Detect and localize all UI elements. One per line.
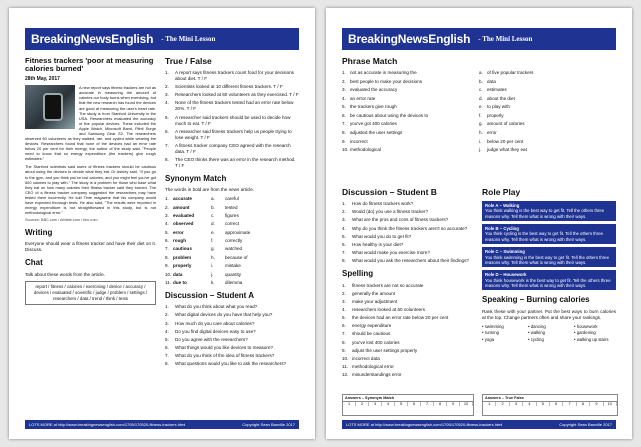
item-text: adjust the user settings properly bbox=[352, 347, 418, 353]
answer-box-title: Answers – Synonym Match bbox=[345, 396, 395, 400]
spelling-item bbox=[342, 372, 473, 378]
phrase-text: incorrect bbox=[350, 138, 368, 144]
left-column bbox=[342, 185, 473, 380]
synonym-match: correctly bbox=[225, 238, 243, 244]
synonym-row bbox=[165, 213, 299, 219]
phrase-end bbox=[479, 104, 616, 110]
phrase-text: evaluated the accuracy bbox=[350, 87, 398, 93]
item-text: What would make you exercise more? bbox=[352, 249, 430, 255]
item-number: 2. bbox=[165, 204, 169, 210]
discussion-question bbox=[342, 258, 473, 264]
discussion-question bbox=[165, 353, 299, 359]
speaking-item: • cycling bbox=[528, 336, 544, 342]
spelling-item bbox=[342, 299, 473, 305]
discussion-question bbox=[342, 242, 473, 248]
role-title: Role A – Walking bbox=[485, 203, 520, 209]
synonym-match: figures bbox=[225, 213, 239, 218]
synonym-heading: Synonym Match bbox=[165, 173, 227, 183]
item-number: 9. bbox=[342, 138, 346, 144]
answer-box-title: Answers – True False bbox=[485, 396, 524, 400]
discussion-a-list bbox=[165, 304, 299, 367]
item-text: energy expenditure bbox=[352, 323, 392, 329]
phrase-text: judge what they eat bbox=[487, 147, 527, 153]
item-number: 10. bbox=[342, 147, 349, 153]
item-number: 8. bbox=[165, 254, 169, 260]
writing-text: Everyone should wear a fitness tracker and have their diet on it. Discuss. bbox=[25, 241, 156, 253]
discussion-question bbox=[165, 304, 299, 310]
synonym-row bbox=[165, 255, 299, 261]
item-number: 6. bbox=[342, 323, 346, 329]
spelling-item bbox=[342, 307, 473, 313]
discussion-question bbox=[342, 201, 473, 207]
speaking-item: • yoga bbox=[482, 336, 495, 342]
item-number: 8. bbox=[342, 339, 346, 345]
synonym-match: tested bbox=[225, 204, 238, 210]
item-text: you've lost 400 calories bbox=[352, 339, 400, 345]
item-number: 3. bbox=[342, 217, 346, 223]
item-number: 7. bbox=[165, 142, 169, 148]
role-card bbox=[482, 224, 616, 244]
item-number: 2. bbox=[342, 290, 346, 296]
phrase-text: about the diet bbox=[487, 95, 515, 101]
left-column bbox=[25, 54, 156, 305]
speaking-item: • walking up stairs bbox=[574, 336, 609, 342]
synonym-word: rough bbox=[173, 238, 187, 244]
spelling-item bbox=[342, 315, 473, 321]
synonym-match: careful bbox=[225, 196, 239, 202]
item-text: incorrect data bbox=[352, 355, 380, 361]
item-number: 6. bbox=[165, 238, 169, 244]
discussion-b-list bbox=[342, 201, 473, 264]
role-text: You think housework is the best way to get fit. Tell the others three reasons why. Tell them what is wrong with their ways. bbox=[485, 277, 611, 288]
speaking-heading: Speaking – Burning calories bbox=[482, 295, 590, 305]
item-number: 6. bbox=[165, 128, 169, 134]
true-false-item bbox=[165, 157, 299, 169]
item-number: 7. bbox=[342, 121, 346, 127]
synonym-letter: h. bbox=[211, 254, 215, 260]
spelling-item bbox=[342, 291, 473, 297]
discussion-question bbox=[342, 250, 473, 256]
discussion-question bbox=[342, 217, 473, 223]
synonym-word: properly bbox=[173, 263, 192, 269]
synonym-row bbox=[165, 263, 299, 269]
item-text: Researchers looked at 60 volunteers as they exercised. T / F bbox=[175, 92, 299, 98]
synonym-letter: c. bbox=[211, 213, 215, 218]
synonym-word: problem bbox=[173, 254, 192, 260]
item-number: 1. bbox=[165, 70, 169, 76]
item-number: 2. bbox=[165, 84, 169, 90]
role-card bbox=[482, 201, 616, 221]
lesson-subtitle: - The Mini Lesson bbox=[161, 35, 216, 43]
item-number: 4. bbox=[165, 328, 169, 334]
item-text: What would you ask the researchers about their findings? bbox=[352, 258, 469, 264]
synonym-letter: g. bbox=[211, 246, 215, 252]
role-play-list bbox=[482, 201, 616, 290]
synonym-letter: d. bbox=[211, 221, 215, 227]
article-title: Fitness trackers 'poor at measuring calories burned' bbox=[25, 56, 154, 74]
item-letter: e. bbox=[479, 104, 483, 110]
synonym-letter: f. bbox=[211, 238, 214, 244]
speaking-item: • housework bbox=[574, 323, 598, 329]
discussion-question bbox=[342, 209, 473, 215]
role-card bbox=[482, 247, 616, 267]
discussion-a-heading: Discussion – Student A bbox=[165, 290, 255, 300]
true-false-item bbox=[165, 129, 299, 141]
phrase-text: amount of calories bbox=[487, 121, 525, 127]
phrase-end bbox=[479, 139, 616, 145]
role-text: You think swimming is the best way to get fit. Tell the others three reasons why. Tell them what is wrong with their ways. bbox=[485, 254, 609, 265]
item-number: 8. bbox=[342, 258, 346, 264]
phrase-end bbox=[479, 96, 616, 102]
item-text: Why do you think the fitness trackers aren't so accurate? bbox=[352, 225, 468, 231]
header-banner bbox=[342, 28, 616, 50]
phrase-start bbox=[342, 70, 479, 76]
phrase-text: best people to make your decisions bbox=[350, 78, 423, 84]
synonym-row bbox=[165, 238, 299, 244]
item-number: 3. bbox=[342, 87, 346, 93]
item-text: A fitness tracker company CEO agreed with the research data. T / F bbox=[175, 142, 291, 154]
item-number: 7. bbox=[342, 249, 346, 255]
discussion-question bbox=[165, 312, 299, 318]
item-number: 5. bbox=[342, 104, 346, 110]
phrase-text: methodological bbox=[350, 147, 381, 153]
phrase-match-heading: Phrase Match bbox=[342, 56, 398, 66]
answer-grid: 1 2 3 4 5 6 7 8 9 10 bbox=[483, 401, 617, 406]
phrase-text: error bbox=[487, 129, 497, 135]
item-text: None of the fitness trackers tested had an error rate below 20%. T / F bbox=[175, 100, 294, 112]
phrase-start bbox=[342, 104, 479, 110]
phrase-text: data bbox=[487, 78, 496, 84]
synonym-word: due to bbox=[173, 279, 187, 285]
speaking-item: • running bbox=[482, 330, 500, 336]
item-number: 3. bbox=[165, 320, 169, 326]
true-false-item bbox=[165, 84, 299, 90]
footer-link[interactable]: LOTS MORE at http://www.breakingnewsenglish.com/1705/170520-fitness-trackers.html bbox=[29, 422, 186, 427]
item-number: 6. bbox=[165, 345, 169, 351]
synonym-row bbox=[165, 221, 299, 227]
item-text: should be cautious bbox=[352, 331, 391, 337]
footer-bar bbox=[25, 420, 299, 429]
item-number: 11. bbox=[165, 279, 172, 285]
chat-heading: Chat bbox=[25, 258, 43, 268]
synonym-letter: j. bbox=[211, 271, 214, 277]
synonym-word: evaluated bbox=[173, 213, 195, 218]
item-number: 10. bbox=[342, 355, 349, 361]
writing-heading: Writing bbox=[25, 228, 53, 238]
phrase-start bbox=[342, 130, 479, 136]
item-number: 2. bbox=[165, 312, 169, 318]
item-number: 1. bbox=[342, 70, 346, 76]
phrase-end bbox=[479, 121, 616, 127]
footer-link[interactable]: LOTS MORE at http://www.breakingnewsenglish.com/1705/170520-fitness-trackers.html bbox=[346, 422, 503, 427]
item-number: 4. bbox=[165, 221, 169, 227]
synonym-match: dilemma bbox=[225, 279, 243, 285]
item-number: 11. bbox=[342, 364, 349, 370]
synonym-match: watched bbox=[225, 246, 243, 252]
item-number: 2. bbox=[342, 209, 346, 215]
item-number: 1. bbox=[342, 282, 346, 288]
phrase-text: adjusted the user settings bbox=[350, 129, 403, 135]
synonym-match: because of bbox=[225, 254, 248, 260]
spelling-item bbox=[342, 331, 473, 337]
speaking-text: Rank these with your partner. Put the best ways to burn calories at the top. Change partners often and share your rankings. bbox=[482, 308, 616, 320]
phrase-end bbox=[479, 130, 616, 136]
item-number: 3. bbox=[165, 213, 169, 218]
item-text: A report says fitness trackers count food for your decisions about diet. T / F bbox=[175, 70, 294, 82]
synonym-word: data bbox=[173, 271, 183, 277]
discussion-question bbox=[165, 321, 299, 327]
item-number: 1. bbox=[165, 196, 169, 202]
speaking-list bbox=[482, 324, 616, 343]
item-number: 1. bbox=[165, 304, 169, 310]
role-card bbox=[482, 270, 616, 290]
discussion-question bbox=[165, 361, 299, 367]
item-text: What do you think about what you read? bbox=[175, 304, 258, 310]
phrase-text: properly bbox=[487, 112, 504, 118]
item-text: How do fitness trackers work? bbox=[352, 201, 414, 207]
item-number: 5. bbox=[165, 229, 169, 235]
phrase-text: you've got 400 calories bbox=[350, 121, 397, 127]
footer-copyright: Copyright Sean Banville 2017 bbox=[242, 422, 295, 427]
role-play-heading: Role Play bbox=[482, 187, 521, 197]
item-number: 7. bbox=[342, 331, 346, 337]
synonym-word: error bbox=[173, 229, 184, 235]
synonym-row bbox=[165, 246, 299, 252]
item-letter: j. bbox=[479, 147, 482, 153]
item-number: 3. bbox=[165, 92, 169, 98]
speaking-item: • gardening bbox=[574, 330, 596, 336]
item-text: The CEO thinks there was an error in the research method. T / F bbox=[175, 156, 296, 168]
item-text: fitness trackers are not so accurate bbox=[352, 282, 424, 288]
synonym-letter: a. bbox=[211, 196, 215, 202]
item-number: 4. bbox=[342, 95, 346, 101]
synonym-letter: e. bbox=[211, 229, 215, 235]
role-text: You think walking is the best way to get fit. Tell the others three reasons why. Tell them what is wrong with their ways. bbox=[485, 208, 605, 219]
true-false-item bbox=[165, 100, 299, 112]
phrase-end bbox=[479, 79, 616, 85]
phrase-start bbox=[342, 121, 479, 127]
spelling-item bbox=[342, 340, 473, 346]
item-number: 4. bbox=[342, 225, 346, 231]
true-false-item bbox=[165, 115, 299, 127]
item-number: 7. bbox=[165, 246, 169, 252]
discussion-question bbox=[165, 329, 299, 335]
phrase-end bbox=[479, 87, 616, 93]
item-text: methodological error bbox=[352, 364, 394, 370]
item-number: 5. bbox=[165, 336, 169, 342]
item-letter: a. bbox=[479, 70, 483, 76]
synonym-match: correct bbox=[225, 221, 240, 227]
phrase-start bbox=[342, 113, 479, 119]
phrase-text: an error rate bbox=[350, 95, 376, 101]
worksheet-page-1 bbox=[9, 8, 315, 439]
phrase-text: below 20 per cent bbox=[487, 138, 524, 144]
item-text: What digital devices do you have that help you? bbox=[175, 312, 273, 318]
item-number: 5. bbox=[342, 233, 346, 239]
item-letter: c. bbox=[479, 87, 483, 93]
synonym-match: quantity bbox=[225, 271, 242, 277]
role-title: Role D – Housework bbox=[485, 272, 527, 278]
item-text: A researcher said fitness trackers help us people trying to lose weight. T / F bbox=[175, 128, 292, 140]
item-text: Scientists looked at 10 different fitness trackers. T / F bbox=[175, 84, 283, 90]
phrase-text: to play with bbox=[487, 104, 510, 110]
article-paragraph-2: The Stanford scientists said users of fitness trackers should be cautious about using the devices to decide what they eat. Dr Ashley said, "If you go to the gym, and you think you've lost calories, and you might feel you've got 600 calories to play with." The study is a problem for those who base what they eat on how many calories their fitness tracker said they burned. The CEO of a fitness tracker company suggested the researchers may have tested them incorrectly. He told Time magazine that his company would have expected thorough tests. He also said, "The results were reported in energy expenditure is not straightforward in this study, but is not methodological error." bbox=[25, 164, 156, 216]
synonym-letter: i. bbox=[211, 263, 214, 269]
article-date: 28th May, 2017 bbox=[25, 75, 60, 82]
synonym-letter: b. bbox=[211, 204, 215, 210]
item-number: 4. bbox=[165, 100, 169, 106]
article-paragraph-1: A new report says fitness trackers are not as accurate in measuring the amount of calories our body burns when exercising, but that the new research has found the devices are good at measuring the user's heart rate. The study is from Stanford University in the USA. Researchers evaluated the accuracy of five popular devices. These included the Apple Watch, Microsoft Band, Fitbit Surge and Samsung Gear S2. The researchers observed 60 volunteers as they walked, ran, and cycled while wearing the devices. Researchers found that none of the devices had an error rate below 20 per cent for their energy, the author of the study said. "People need to know that so energy expenditure (the trackers) give rough estimates." bbox=[25, 85, 156, 162]
answer-grid: 1 2 3 4 5 6 7 8 9 10 bbox=[343, 401, 473, 406]
item-text: A researcher said trackers should be used to decide how much to eat. T / F bbox=[175, 114, 291, 126]
discussion-b-heading: Discussion – Student B bbox=[342, 187, 437, 197]
brand-title: BreakingNewsEnglish bbox=[31, 32, 154, 46]
item-text: What things would you like devices to measure? bbox=[175, 345, 274, 351]
item-letter: i. bbox=[479, 138, 482, 144]
true-false-list bbox=[165, 70, 299, 169]
item-letter: d. bbox=[479, 95, 483, 101]
item-text: the devices had an error rate below 20 per cent bbox=[352, 315, 449, 321]
item-text: misunderstandings error bbox=[352, 372, 402, 378]
phrase-text: estimates bbox=[487, 87, 507, 93]
footer-bar bbox=[342, 420, 616, 429]
fitness-tracker-photo bbox=[25, 85, 75, 129]
synonym-word: amount bbox=[173, 204, 190, 210]
worksheet-page-2 bbox=[326, 8, 632, 439]
lesson-subtitle: - The Mini Lesson bbox=[478, 35, 533, 43]
item-number: 8. bbox=[165, 156, 169, 162]
item-letter: f. bbox=[479, 112, 482, 118]
phrase-match-section bbox=[342, 54, 616, 156]
item-number: 10. bbox=[165, 271, 172, 277]
phrase-end bbox=[479, 70, 616, 76]
item-text: Would (do) you use a fitness tracker? bbox=[352, 209, 429, 215]
item-text: What would you do to get fit? bbox=[352, 233, 412, 239]
spelling-list bbox=[342, 283, 473, 379]
article-source: Sources: BBC.com / Athlete.com / bbc.com bbox=[25, 218, 98, 223]
item-number: 5. bbox=[165, 114, 169, 120]
phrase-text: of five popular trackers bbox=[487, 70, 534, 76]
answer-box-true-false bbox=[482, 394, 618, 416]
synonym-row bbox=[165, 196, 299, 202]
item-letter: b. bbox=[479, 78, 483, 84]
synonym-match: approximate bbox=[225, 229, 251, 235]
item-number: 1. bbox=[342, 201, 346, 207]
spelling-item bbox=[342, 283, 473, 289]
item-number: 8. bbox=[165, 361, 169, 367]
spelling-item bbox=[342, 356, 473, 362]
phrase-start bbox=[342, 79, 479, 85]
item-text: What questions would you like to ask the researchers? bbox=[175, 361, 287, 367]
speaking-item: • dancing bbox=[528, 323, 546, 329]
spelling-heading: Spelling bbox=[342, 269, 374, 279]
discussion-question bbox=[165, 337, 299, 343]
discussion-question bbox=[342, 234, 473, 240]
right-column bbox=[165, 54, 299, 369]
synonym-subtitle: The words in bold are from the news article. bbox=[165, 187, 255, 193]
item-number: 4. bbox=[342, 306, 346, 312]
item-text: researchers looked at 60 volunteers bbox=[352, 306, 426, 312]
phrase-end bbox=[479, 113, 616, 119]
speaking-item: • walking bbox=[528, 330, 546, 336]
item-letter: h. bbox=[479, 129, 483, 135]
true-false-item bbox=[165, 70, 299, 82]
item-number: 6. bbox=[342, 241, 346, 247]
brand-title: BreakingNewsEnglish bbox=[348, 32, 471, 46]
synonym-letter: k. bbox=[211, 279, 215, 285]
phrase-text: not as accurate in measuring the bbox=[350, 70, 417, 76]
item-text: What are the pros and cons of fitness trackers? bbox=[352, 217, 449, 223]
chat-word-box: report / fitness / calories / exercising / device / accuracy / devices / evaluated / scientific / judge / problem / settings / researchers / data / trend / think / tests bbox=[25, 281, 156, 305]
item-number: 12. bbox=[342, 372, 349, 378]
item-number: 2. bbox=[342, 78, 346, 84]
item-number: 7. bbox=[165, 353, 169, 359]
true-false-item bbox=[165, 143, 299, 155]
phrase-start bbox=[342, 139, 479, 145]
item-text: How healthy is your diet? bbox=[352, 241, 404, 247]
item-number: 6. bbox=[342, 112, 346, 118]
synonym-match: mistake bbox=[225, 263, 241, 269]
footer-copyright: Copyright Sean Banville 2017 bbox=[559, 422, 612, 427]
role-title: Role B – Cycling bbox=[485, 226, 519, 232]
speaking-item: • swimming bbox=[482, 323, 504, 329]
phrase-start bbox=[342, 96, 479, 102]
right-column bbox=[482, 185, 616, 342]
item-letter: g. bbox=[479, 121, 483, 127]
phrase-text: be cautious about using the devices to bbox=[350, 112, 429, 118]
item-text: generally the amount bbox=[352, 290, 395, 296]
item-text: What do you think of the idea of fitness trackers? bbox=[175, 353, 275, 359]
phrase-start bbox=[342, 147, 479, 153]
spelling-item bbox=[342, 323, 473, 329]
synonym-row bbox=[165, 205, 299, 211]
spelling-item bbox=[342, 348, 473, 354]
answer-box-synonym bbox=[342, 394, 474, 416]
spelling-item bbox=[342, 364, 473, 370]
item-number: 8. bbox=[342, 129, 346, 135]
synonym-row bbox=[165, 272, 299, 278]
item-text: Do you find digital devices easy to use? bbox=[175, 328, 256, 334]
header-banner bbox=[25, 28, 299, 50]
chat-text: Talk about these words from the article. bbox=[25, 271, 105, 277]
phrase-end bbox=[479, 147, 616, 153]
item-text: make your adjustment bbox=[352, 298, 398, 304]
phrase-match-left bbox=[342, 70, 479, 156]
item-number: 9. bbox=[342, 347, 346, 353]
discussion-question bbox=[165, 345, 299, 351]
synonym-word: observed bbox=[173, 221, 194, 227]
true-false-heading: True / False bbox=[165, 56, 212, 66]
synonym-list bbox=[165, 196, 299, 286]
phrase-match-right bbox=[479, 70, 616, 156]
item-text: Do you agree with the researchers? bbox=[175, 336, 248, 342]
synonym-row bbox=[165, 230, 299, 236]
phrase-text: the trackers give rough bbox=[350, 104, 397, 110]
synonym-row bbox=[165, 280, 299, 286]
phrase-start bbox=[342, 87, 479, 93]
true-false-item bbox=[165, 92, 299, 98]
item-text: How much do you care about calories? bbox=[175, 320, 255, 326]
synonym-word: cautious bbox=[173, 246, 192, 252]
item-number: 9. bbox=[165, 263, 169, 269]
discussion-question bbox=[342, 226, 473, 232]
synonym-word: accurate bbox=[173, 196, 192, 202]
item-number: 5. bbox=[342, 315, 346, 321]
role-text: You think cycling is the best way to get fit. Tell the others three reasons why. Tell them what is wrong with their ways. bbox=[485, 231, 603, 242]
role-title: Role C – Swimming bbox=[485, 249, 525, 255]
item-number: 3. bbox=[342, 298, 346, 304]
